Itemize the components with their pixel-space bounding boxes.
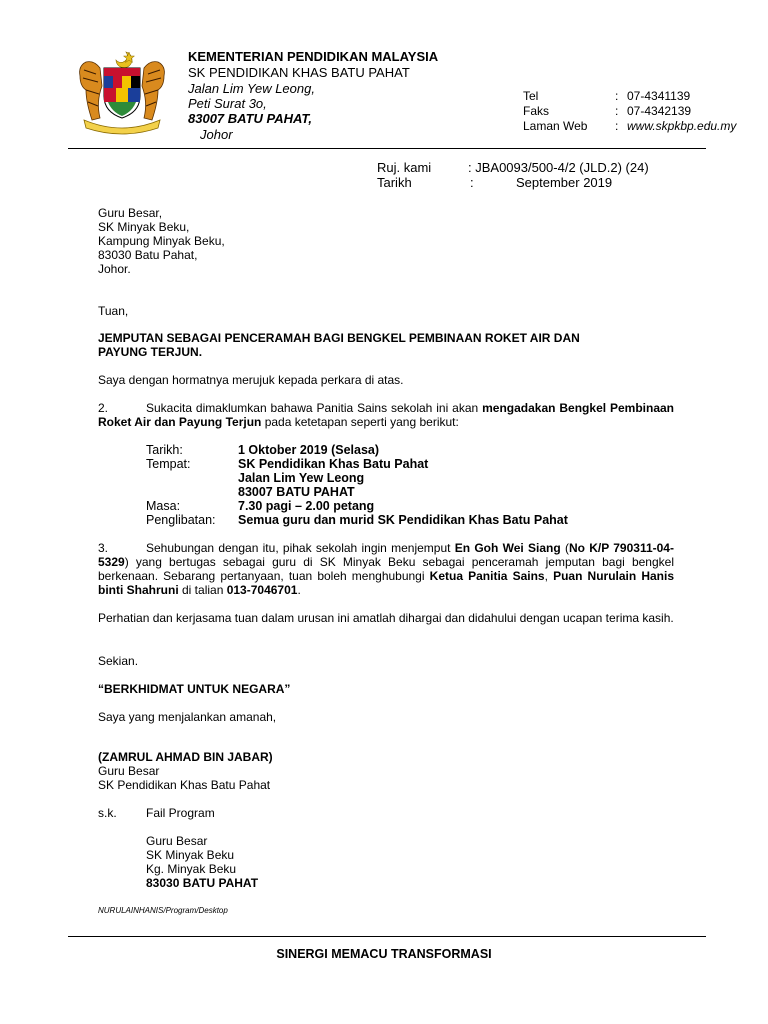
detail-penglibatan-label: Penglibatan: [146, 513, 216, 527]
guest-speaker-name: En Goh Wei Siang [454, 541, 561, 555]
ministry-name: KEMENTERIAN PENDIDIKAN MALAYSIA [188, 49, 439, 64]
address-line-2: Peti Surat 3o, [188, 96, 267, 111]
sk-line-4: Kg. Minyak Beku [146, 862, 237, 876]
paragraph-2-bold: mengadakan Bengkel Pembinaan Roket Air dan Payung Terjun [98, 401, 675, 429]
paragraph-3 [98, 541, 674, 597]
contact-faks: 07-4342139 [627, 104, 692, 118]
contact-tel: 07-4341139 [627, 89, 691, 103]
contact-website[interactable]: www.skpkbp.edu.my [627, 119, 737, 133]
contact-sep-2: : [615, 104, 619, 118]
ref-value: : JBA0093/500-4/2 (JLD.2) (24) [468, 160, 649, 175]
paragraph-3-number: 3. [98, 541, 109, 555]
contact-sep-3: : [615, 119, 619, 133]
subject-line-1: JEMPUTAN SEBAGAI PENCERAMAH BAGI BENGKEL PEMBINAAN ROKET AIR DAN [98, 331, 580, 345]
date-label: Tarikh [377, 175, 412, 190]
recipient-line-1: Guru Besar, [98, 206, 163, 220]
contact-person: Puan Nurulain Hanis binti Shahruni [98, 569, 675, 597]
paragraph-4: Perhatian dan kerjasama tuan dalam urusan ini amatlah dihargai dan didahului dengan ucapan terima kasih. [98, 611, 674, 625]
contact-sep-1: : [615, 89, 619, 103]
detail-masa-label: Masa: [146, 499, 181, 513]
salutation: Tuan, [98, 304, 129, 318]
recipient-line-5: Johor. [98, 262, 131, 276]
paragraph-3-text-5: di talian [178, 583, 227, 597]
address-line-4: Johor [200, 127, 233, 142]
signatory-name: (ZAMRUL AHMAD BIN JABAR) [98, 750, 273, 764]
motto: “BERKHIDMAT UNTUK NEGARA” [98, 682, 291, 696]
paragraph-3-text-1: Sehubungan dengan itu, pihak sekolah ingin menjemput [146, 541, 455, 555]
sk-line-5: 83030 BATU PAHAT [146, 876, 259, 890]
date-sep: : [470, 175, 474, 190]
speaker-ic-number: No K/P 790311-04-5329 [98, 541, 674, 569]
recipient-line-2: SK Minyak Beku, [98, 220, 190, 234]
detail-tempat-line-2: Jalan Lim Yew Leong [238, 471, 365, 485]
detail-tarikh-label: Tarikh: [146, 443, 183, 457]
paragraph-2 [98, 401, 674, 429]
detail-tarikh-value: 1 Oktober 2019 (Selasa) [238, 443, 380, 457]
paragraph-3-text-6: . [297, 583, 301, 597]
sk-line-3: SK Minyak Beku [146, 848, 235, 862]
detail-masa-value: 7.30 pagi – 2.00 petang [238, 499, 375, 513]
footer-divider [68, 936, 706, 937]
paragraph-3-text-4: , [544, 569, 554, 583]
malaysia-coat-of-arms-icon [72, 46, 172, 136]
file-reference: NURULAINHANIS/Program/Desktop [98, 906, 228, 915]
recipient-line-4: 83030 Batu Pahat, [98, 248, 198, 262]
contact-label-faks: Faks [523, 104, 550, 118]
address-line-3: 83007 BATU PAHAT, [188, 111, 313, 126]
signatory-school: SK Pendidikan Khas Batu Pahat [98, 778, 271, 792]
header-divider [68, 148, 706, 149]
sk-label: s.k. [98, 806, 117, 820]
footer-slogan: SINERGI MEMACU TRANSFORMASI [276, 947, 492, 961]
amanah-line: Saya yang menjalankan amanah, [98, 710, 277, 724]
detail-tempat-line-3: 83007 BATU PAHAT [238, 485, 355, 499]
date-value: September 2019 [516, 175, 613, 190]
sekian: Sekian. [98, 654, 139, 668]
address-line-1: Jalan Lim Yew Leong, [188, 81, 315, 96]
sk-line-2: Guru Besar [146, 834, 208, 848]
school-name: SK PENDIDIKAN KHAS BATU PAHAT [188, 65, 410, 80]
paragraph-1: Saya dengan hormatnya merujuk kepada perkara di atas. [98, 373, 404, 387]
paragraph-2-number: 2. [98, 401, 109, 415]
paragraph-2-text-1: Sukacita dimaklumkan bahawa Panitia Sains sekolah ini akan [146, 401, 483, 415]
contact-label-tel: Tel [523, 89, 539, 103]
contact-role: Ketua Panitia Sains [429, 569, 545, 583]
detail-tempat-line-1: SK Pendidikan Khas Batu Pahat [238, 457, 429, 471]
contact-label-web: Laman Web [523, 119, 588, 133]
detail-tempat-label: Tempat: [146, 457, 191, 471]
subject-line-2: PAYUNG TERJUN. [98, 345, 203, 359]
signatory-title: Guru Besar [98, 764, 160, 778]
paragraph-3-text-3: ) yang bertugas sebagai guru di SK Minyak Beku sebagai penceramah jemputan bagi bengkel berkenaan. Sebarang pertanyaan, tuan boleh menghubungi [98, 555, 674, 583]
detail-penglibatan-value: Semua guru dan murid SK Pendidikan Khas Batu Pahat [238, 513, 568, 527]
ref-label: Ruj. kami [377, 160, 432, 175]
recipient-line-3: Kampung Minyak Beku, [98, 234, 225, 248]
paragraph-3-text-2: ( [560, 541, 569, 555]
paragraph-2-text-2: pada ketetapan seperti yang berikut: [261, 415, 459, 429]
sk-line-1: Fail Program [146, 806, 215, 820]
contact-phone: 013-7046701 [226, 583, 298, 597]
